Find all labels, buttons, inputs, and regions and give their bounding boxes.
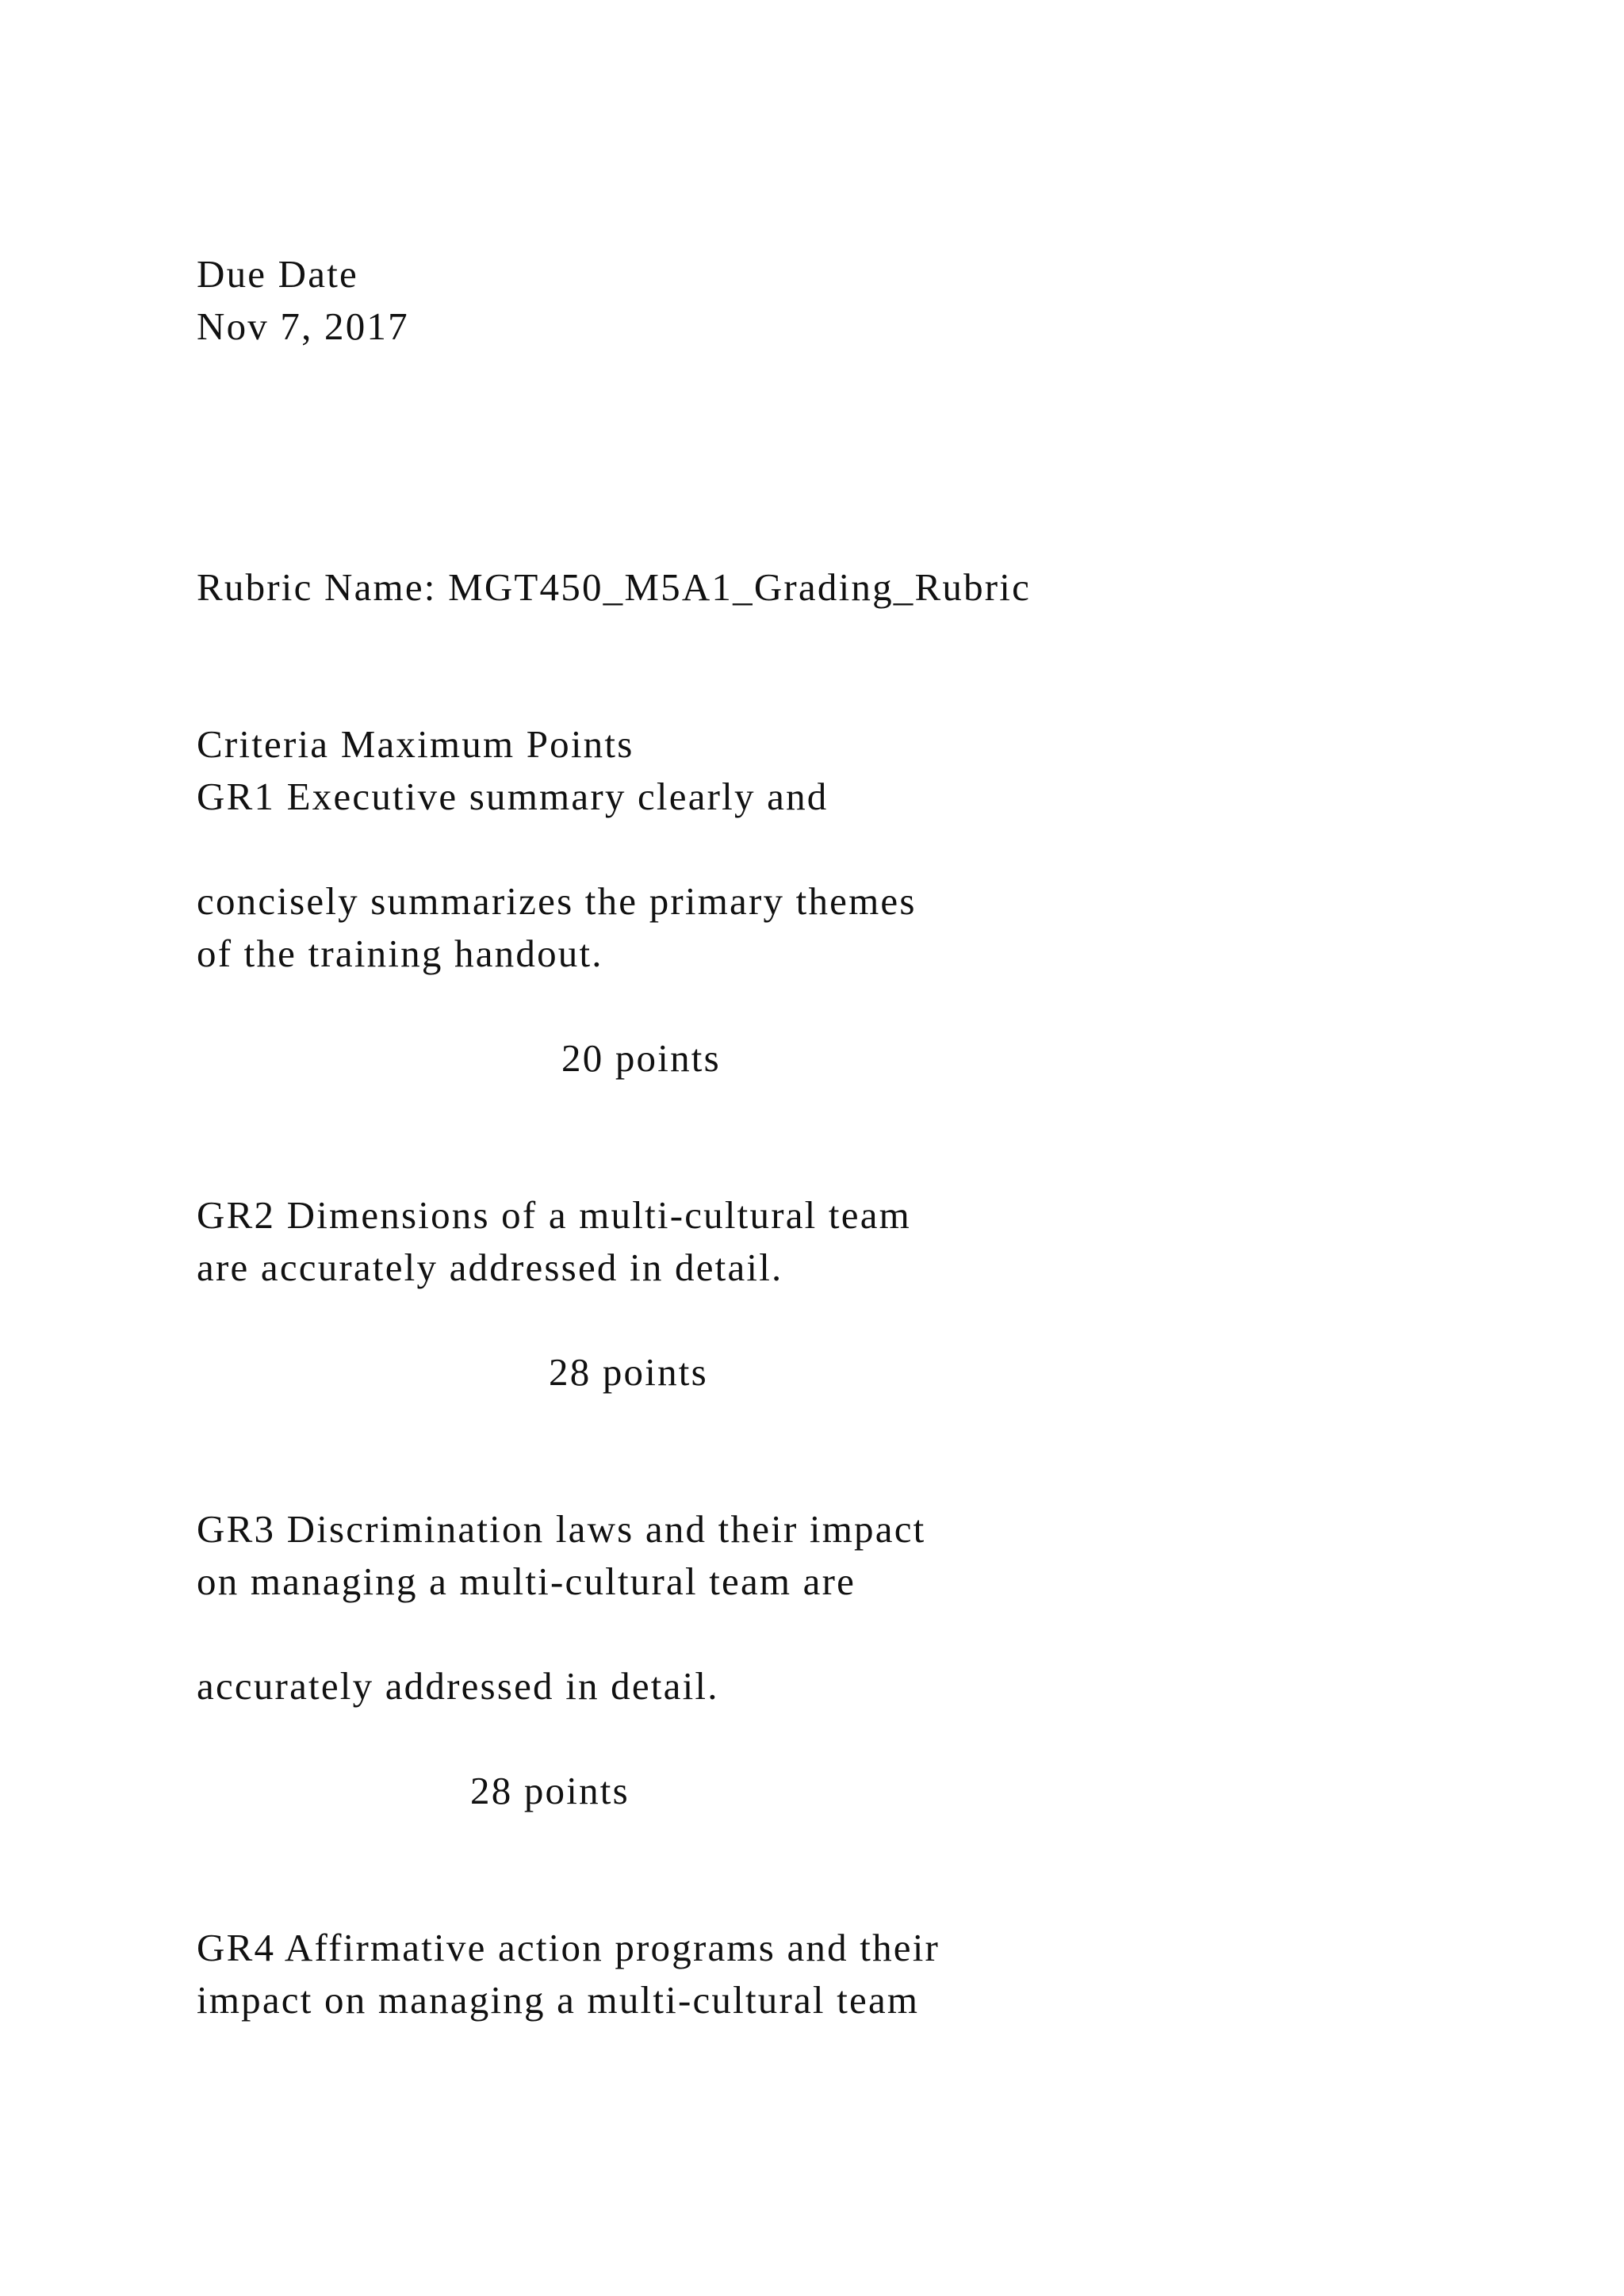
criteria-header: Criteria Maximum Points [197, 722, 634, 766]
criterion-gr2-points: 28 points [549, 1350, 708, 1394]
criterion-gr1-line-2: concisely summarizes the primary themes [197, 879, 917, 923]
criterion-gr3-points: 28 points [470, 1769, 630, 1812]
due-date-value: Nov 7, 2017 [197, 304, 409, 348]
criterion-gr4-line-1: GR4 Affirmative action programs and their [197, 1926, 940, 1969]
criterion-gr4-line-2: impact on managing a multi-cultural team [197, 1978, 920, 2022]
due-date-label: Due Date [197, 252, 358, 296]
criterion-gr1-line-3: of the training handout. [197, 932, 603, 975]
criterion-gr2-line-1: GR2 Dimensions of a multi-cultural team [197, 1193, 911, 1237]
criterion-gr3-line-3: accurately addressed in detail. [197, 1664, 719, 1708]
criterion-gr3-line-1: GR3 Discrimination laws and their impact [197, 1507, 926, 1551]
criterion-gr1-line-1: GR1 Executive summary clearly and [197, 775, 829, 818]
rubric-name: Rubric Name: MGT450_M5A1_Grading_Rubric [197, 565, 1032, 609]
criterion-gr3-line-2: on managing a multi-cultural team are [197, 1559, 856, 1603]
criterion-gr2-line-2: are accurately addressed in detail. [197, 1246, 783, 1289]
criterion-gr1-points: 20 points [561, 1036, 721, 1080]
